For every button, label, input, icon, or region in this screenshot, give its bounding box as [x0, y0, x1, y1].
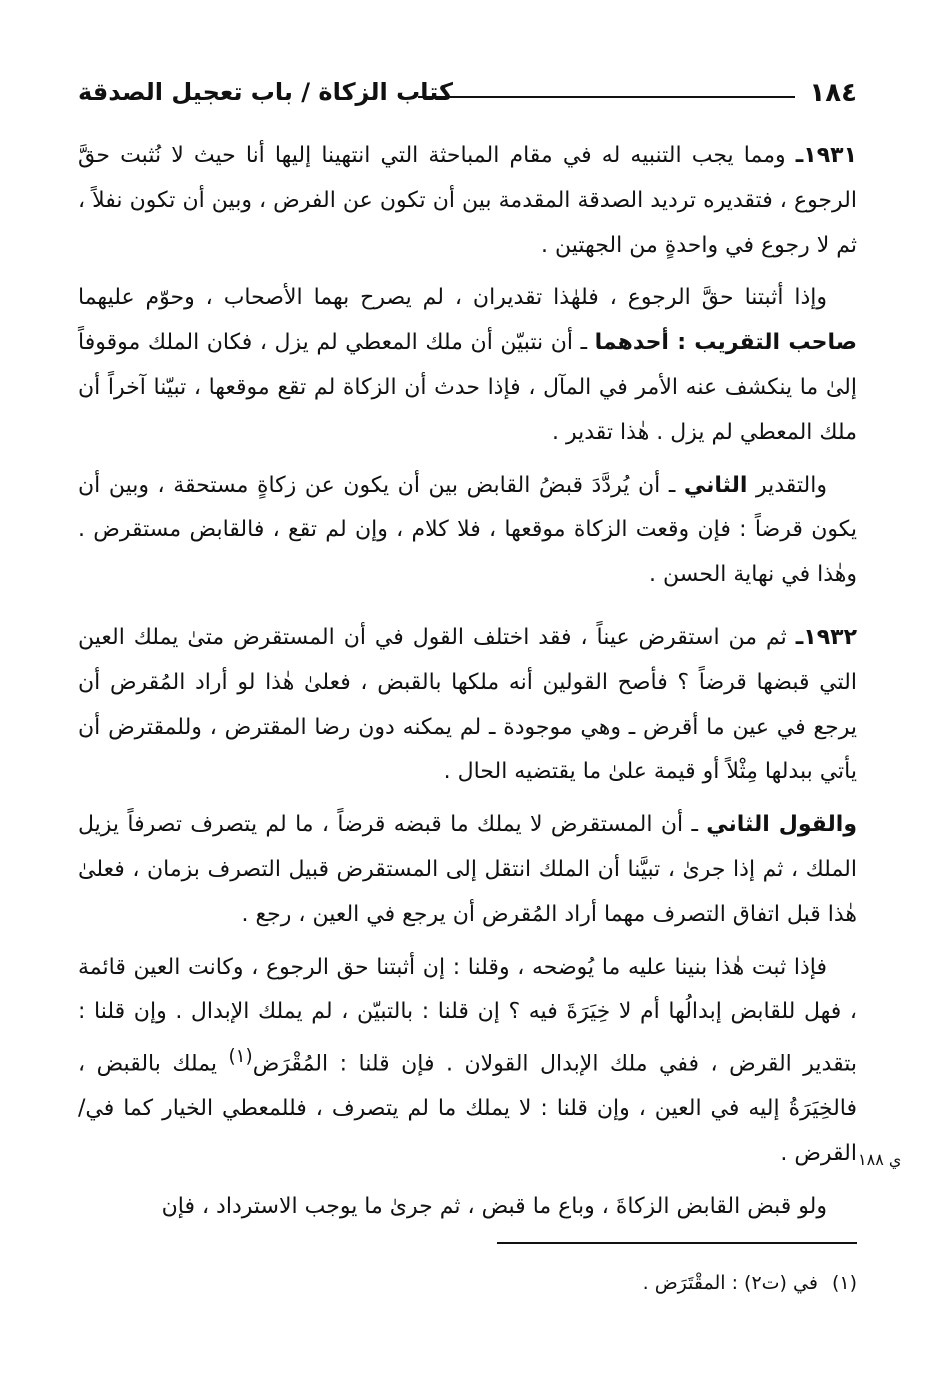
header-rule — [418, 96, 795, 98]
footnote-ref[interactable]: (١) — [228, 1046, 253, 1068]
issue-number: ١٩٣١ـ — [795, 143, 857, 168]
bold-term: صاحب التقريب : أحدهما — [594, 330, 857, 356]
paragraph — [78, 464, 857, 598]
footnote — [643, 1272, 857, 1294]
paragraph-text: فإذا ثبت هٰذا بنينا عليه ما يُوضحه ، وقلنا : إن أثبتنا حق الرجوع ، وكانت العين قائمة ، فهل للقابض إبدالُها أم لا خِيَرَةَ فيه ؟ إن قلنا : بالتبيّن ، لم يملك الإبدال . وإن قلنا : بتقدير القرض ، ففي ملك الإبدال القولان . فإن قلنا : المُقْرَض — [78, 954, 857, 1077]
issue-number: ١٩٣٢ـ — [795, 624, 857, 650]
paragraph-text: ومما يجب التنبيه له في مقام المباحثة التي انتهينا إليها أنا حيث لا نُثبت حقَّ الرجوع ، فتقديره ترديد الصدقة المقدمة بين أن تكون عن الفرض ، وبين أن تكون نفلاً ، ثم لا رجوع في واحدةٍ من الجهتين . — [78, 143, 857, 258]
footnote-text: في (ت٢) : المقْتَرَض . — [642, 1272, 818, 1294]
main-text — [78, 134, 857, 1238]
footnote-rule — [497, 1242, 857, 1244]
paragraph-text: وإذا أثبتنا حقَّ الرجوع ، فلهٰذا تقديران ، لم يصرح بهما الأصحاب ، وحوّم عليهما — [78, 285, 827, 311]
running-header — [78, 72, 857, 116]
page-number: ١٨٤ — [809, 78, 857, 108]
paragraph-text: ـ أن يُردَّدَ قبضُ القابض بين أن يكون عن زكاةٍ مستحقة ، وبين أن يكون قرضاً : فإن وقعت الزكاة موقعها ، فلا كلام ، وإن لم تقع ، فالقابض مستقرض . وهٰذا في نهاية الحسن . — [78, 472, 857, 588]
running-title: كتاب الزكاة / باب تعجيل الصدقة — [78, 78, 453, 106]
paragraph-text: ـ أن نتبيّن أن ملك المعطي لم يزل ، فكان الملك موقوفاً إلىٰ ما ينكشف عنه الأمر في المآل ، فإذا حدث أن الزكاة لم تقع موقعها ، تبيّنا آخراً أن ملك المعطي لم يزل . هٰذا تقدير . — [78, 330, 857, 445]
paragraph — [78, 276, 857, 455]
paragraph-text: والتقدير — [747, 472, 827, 498]
paragraph-text: يملك بالقبض ، فالخِيَرَةُ إليه في العين ، وإن قلنا : لا يملك ما لم يتصرف ، فللمعطي الخيار كما في/ القرض . — [78, 1051, 857, 1167]
paragraph — [78, 1185, 857, 1230]
footnote-mark: (١) — [831, 1272, 857, 1294]
paragraph-1931 — [78, 134, 857, 268]
paragraph-text: ـ أن المستقرض لا يملك ما قبضه قرضاً ، ما لم يتصرف تصرفاً يزيل الملك ، ثم إذا جرىٰ ، تبيَّنا أن الملك انتقل إلى المستقرض قبيل التصرف بزمان ، فعلىٰ هٰذا قبل اتفاق التصرف مهما أراد المُقرض أن يرجع في العين ، رجع . — [78, 812, 857, 927]
margin-note: ي ١٨٨ — [858, 1150, 902, 1169]
paragraph-text: ثم من استقرض عيناً ، فقد اختلف القول في أن المستقرض متىٰ يملك العين التي قبضها قرضاً ؟ فأصح القولين أنه ملكها بالقبض ، فعلىٰ هٰذا لو أراد المُقرض أن يرجع في عين ما أقرض ـ وهي موجودة ـ لم يمكنه دون رضا المقترض ، وللمقترض أن يأتي ببدلها مِثْلاً أو قيمة علىٰ ما يقتضيه الحال . — [78, 624, 857, 785]
bold-term: والقول الثاني — [706, 812, 857, 838]
paragraph — [78, 803, 857, 937]
paragraph — [78, 946, 857, 1177]
bold-term: الثاني — [683, 472, 748, 498]
paragraph-1932 — [78, 616, 857, 795]
paragraph-text: ولو قبض القابض الزكاةَ ، وباع ما قبض ، ثم جرىٰ ما يوجب الاسترداد ، فإن — [161, 1193, 827, 1219]
